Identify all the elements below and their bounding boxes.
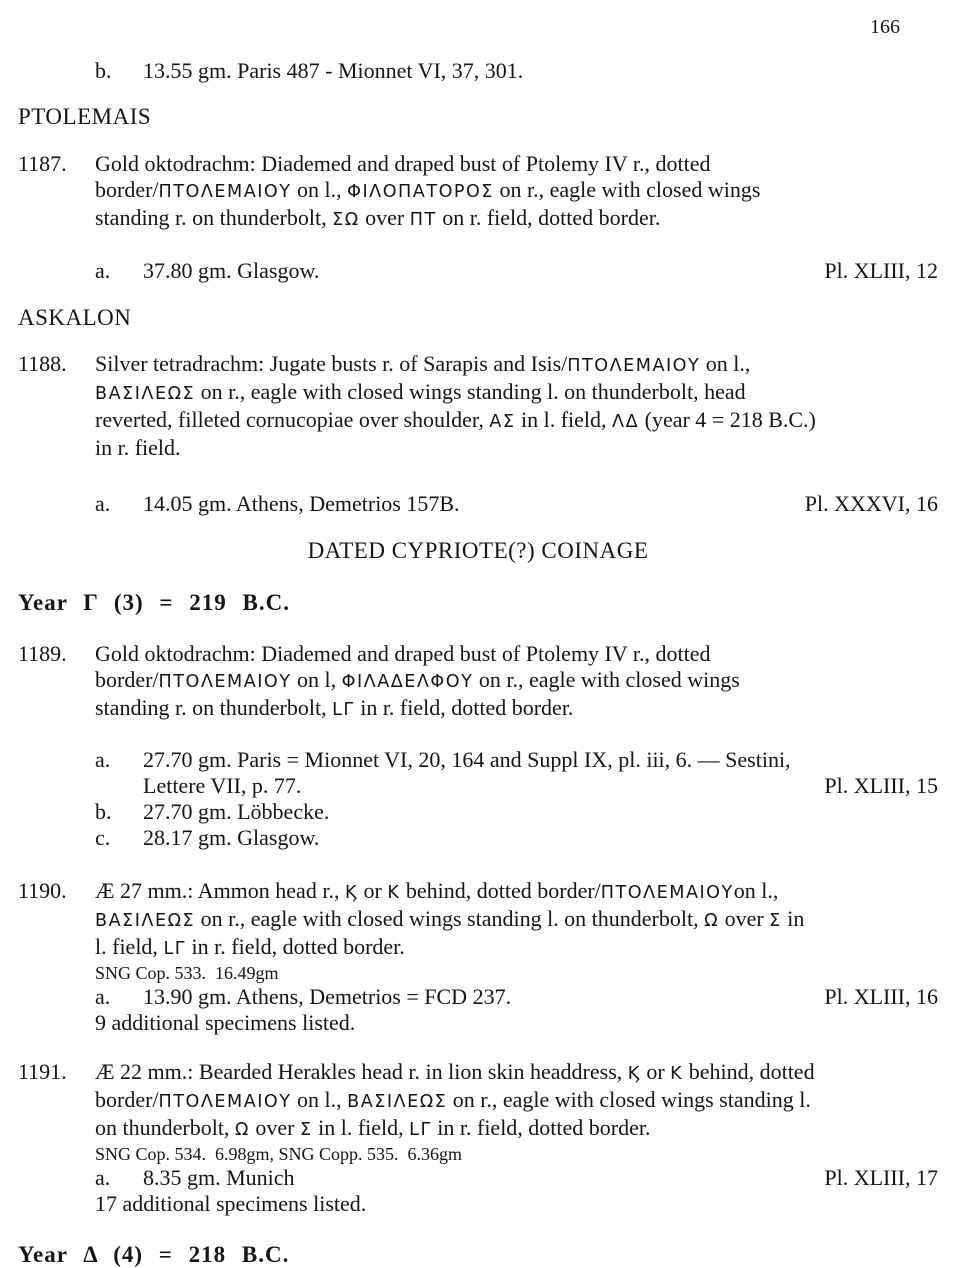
greek-legend: ΠΤΟΛΕΜΑΙΟΥ: [158, 672, 292, 692]
plate-reference: Pl. XLIII, 17: [824, 1165, 938, 1190]
entry-1191: [18, 1059, 938, 1143]
description-line: [95, 1115, 938, 1143]
description-line: [95, 667, 938, 695]
entry-1189: [18, 641, 938, 723]
specimen-label: b.: [95, 799, 112, 824]
latin-text: behind, dotted: [683, 1059, 815, 1084]
sng-reference: SNG Cop. 533. 16.49gm: [95, 963, 279, 983]
entry-description: [95, 878, 938, 962]
specimen-label: c.: [95, 825, 111, 850]
entry-number: 1191.: [18, 1059, 67, 1084]
latin-text: on r., eagle with closed wings standing l.: [447, 1087, 811, 1112]
section-heading-askalon: ASKALON: [18, 305, 132, 330]
greek-legend: Ϗ: [627, 1064, 641, 1084]
entry-description: [95, 151, 938, 233]
greek-legend: ΠΤΟΛΕΜΑΙΟΥ: [600, 883, 734, 903]
latin-text: standing r. on thunderbolt,: [95, 205, 333, 230]
specimen-label: a.: [95, 984, 111, 1009]
specimen-row: [18, 258, 938, 284]
latin-text: on l.,: [733, 878, 779, 903]
description-line: [95, 351, 938, 379]
latin-text: over: [249, 1115, 300, 1140]
greek-legend: ΠΤ: [409, 210, 437, 230]
latin-text: on r., eagle with closed wings: [494, 177, 761, 202]
latin-text: in: [781, 906, 805, 931]
latin-text: border/: [95, 667, 159, 692]
greek-legend: LΓ: [409, 1120, 432, 1140]
specimen-row: [18, 799, 938, 825]
greek-legend: ΦΙΛΑΔΕΛΦΟΥ: [341, 672, 474, 692]
page-number: 166: [870, 16, 900, 38]
description-line: [95, 906, 938, 934]
latin-text: Æ 22 mm.: Bearded Herakles head r. in lion skin headdress,: [95, 1059, 628, 1084]
latin-text: in l. field,: [312, 1115, 410, 1140]
specimen-text: 13.90 gm. Athens, Demetrios = FCD 237.: [143, 984, 512, 1009]
description-line: [95, 1059, 938, 1087]
entry-number: 1190.: [18, 878, 67, 903]
specimen-row: [18, 984, 938, 1010]
greek-legend: Κ: [670, 1064, 684, 1084]
latin-text: on l,: [291, 667, 342, 692]
latin-text: reverted, filleted cornucopiae over shoulder,: [95, 407, 490, 432]
specimen-row: [18, 491, 938, 517]
entry-description: [95, 641, 938, 723]
greek-legend: LΓ: [332, 700, 355, 720]
greek-legend: LΓ: [163, 939, 187, 959]
specimen-text: 28.17 gm. Glasgow.: [143, 825, 320, 850]
greek-legend: Ϗ: [344, 883, 358, 903]
latin-text: (year 4 = 218 B.C.): [639, 407, 816, 432]
specimen-row: [18, 825, 938, 851]
entry-number: 1187.: [18, 151, 67, 176]
greek-legend: ΠΤΟΛΕΜΑΙΟΥ: [158, 182, 292, 202]
latin-text: on l.,: [291, 177, 348, 202]
plate-reference: Pl. XXXVI, 16: [804, 491, 938, 516]
latin-text: on l.,: [291, 1087, 348, 1112]
greek-legend: ΠΤΟΛΕΜΑΙΟΥ: [158, 1092, 292, 1112]
latin-text: on r., eagle with closed wings standing l. on thunderbolt,: [195, 906, 705, 931]
entry-description: [95, 1059, 938, 1143]
entry-1188: [18, 351, 938, 461]
specimen-text: Lettere VII, p. 77.: [143, 773, 302, 798]
latin-text: in r. field, dotted border.: [186, 934, 405, 959]
latin-text: in r. field, dotted border.: [354, 695, 574, 720]
description-line: [95, 379, 938, 407]
year-heading-delta: Year Δ (4) = 218 B.C.: [18, 1242, 290, 1267]
specimen-label: b.: [95, 58, 112, 83]
specimen-label: a.: [95, 491, 111, 516]
entry-number: 1188.: [18, 351, 67, 376]
latin-text: border/: [95, 177, 159, 202]
plate-reference: Pl. XLIII, 12: [824, 258, 938, 283]
sng-reference: SNG Cop. 534. 6.98gm, SNG Copp. 535. 6.36gm: [95, 1144, 463, 1164]
latin-text: in l. field,: [515, 407, 613, 432]
section-heading-ptolemais: PTOLEMAIS: [18, 104, 152, 129]
greek-legend: ΦΙΛΟΠΑΤΟΡΟΣ: [347, 182, 494, 202]
greek-legend: ΑΣ: [489, 412, 516, 432]
specimen-text: 14.05 gm. Athens, Demetrios 157B.: [143, 491, 460, 516]
description-line: [95, 177, 938, 205]
description-line: [95, 1087, 938, 1115]
description-line: [95, 934, 938, 962]
latin-text: or: [640, 1059, 671, 1084]
plate-reference: Pl. XLIII, 16: [824, 984, 938, 1009]
latin-text: border/: [95, 1087, 159, 1112]
greek-legend: ΒΑΣΙΛΕΩΣ: [95, 911, 196, 931]
description-line: in r. field.: [95, 435, 181, 460]
description-line: Gold oktodrachm: Diademed and draped bust of Ptolemy IV r., dotted: [95, 151, 711, 176]
description-line: Gold oktodrachm: Diademed and draped bust of Ptolemy IV r., dotted: [95, 641, 711, 666]
latin-text: over: [719, 906, 770, 931]
latin-text: behind, dotted border/: [400, 878, 601, 903]
entry-description: [95, 351, 938, 461]
description-line: [95, 878, 938, 906]
specimen-row: [18, 773, 938, 799]
latin-text: Æ 27 mm.: Ammon head r.,: [95, 878, 345, 903]
greek-legend: Σ: [299, 1120, 313, 1140]
latin-text: on thunderbolt,: [95, 1115, 235, 1140]
latin-text: on r., eagle with closed wings standing l. on thunderbolt, head: [195, 379, 746, 404]
latin-text: on r., eagle with closed wings: [473, 667, 740, 692]
latin-text: or: [358, 878, 388, 903]
latin-text: in r. field, dotted border.: [431, 1115, 651, 1140]
specimen-label-spacer: [95, 773, 143, 799]
description-line: [95, 407, 938, 435]
entry-1190: [18, 878, 938, 962]
specimen-row: [18, 1165, 938, 1191]
description-line: [95, 205, 938, 233]
greek-legend: Σ: [769, 911, 782, 931]
greek-legend: ΒΑΣΙΛΕΩΣ: [95, 384, 196, 404]
latin-text: standing r. on thunderbolt,: [95, 695, 333, 720]
specimen-text: 27.70 gm. Paris = Mionnet VI, 20, 164 and Suppl IX, pl. iii, 6. — Sestini,: [143, 747, 791, 772]
latin-text: on r. field, dotted border.: [436, 205, 661, 230]
year-heading-gamma: Year Γ (3) = 219 B.C.: [18, 590, 290, 615]
specimen-label: a.: [95, 1165, 111, 1190]
additional-specimens-note: 17 additional specimens listed.: [95, 1191, 367, 1216]
latin-text: Silver tetradrachm: Jugate busts r. of Sarapis and Isis/: [95, 351, 568, 376]
additional-specimens-note: 9 additional specimens listed.: [95, 1010, 356, 1035]
specimen-text: 27.70 gm. Löbbecke.: [143, 799, 330, 824]
section-heading-dated-cypriote: DATED CYPRIOTE(?) COINAGE: [307, 538, 649, 563]
greek-legend: ΒΑΣΙΛΕΩΣ: [347, 1092, 448, 1112]
greek-legend: Ω: [234, 1120, 250, 1140]
description-line: [95, 695, 938, 723]
entry-1187: [18, 151, 938, 233]
entry-number: 1189.: [18, 641, 67, 666]
greek-legend: ΛΔ: [612, 412, 640, 432]
plate-reference: Pl. XLIII, 15: [824, 773, 938, 798]
greek-legend: Ω: [704, 911, 720, 931]
latin-text: over: [359, 205, 410, 230]
specimen-label: a.: [95, 258, 111, 283]
specimen-text: 8.35 gm. Munich: [143, 1165, 295, 1190]
specimen-text: 37.80 gm. Glasgow.: [143, 258, 320, 283]
greek-legend: ΣΩ: [332, 210, 360, 230]
greek-legend: ΠΤΟΛΕΜΑΙΟΥ: [567, 356, 701, 376]
specimen-row: [18, 58, 938, 84]
latin-text: on l.,: [700, 351, 751, 376]
specimen-row: [18, 747, 938, 773]
specimen-label: a.: [95, 747, 111, 772]
specimen-text: 13.55 gm. Paris 487 - Mionnet VI, 37, 301.: [143, 58, 524, 83]
latin-text: l. field,: [95, 934, 164, 959]
greek-legend: Κ: [387, 883, 401, 903]
